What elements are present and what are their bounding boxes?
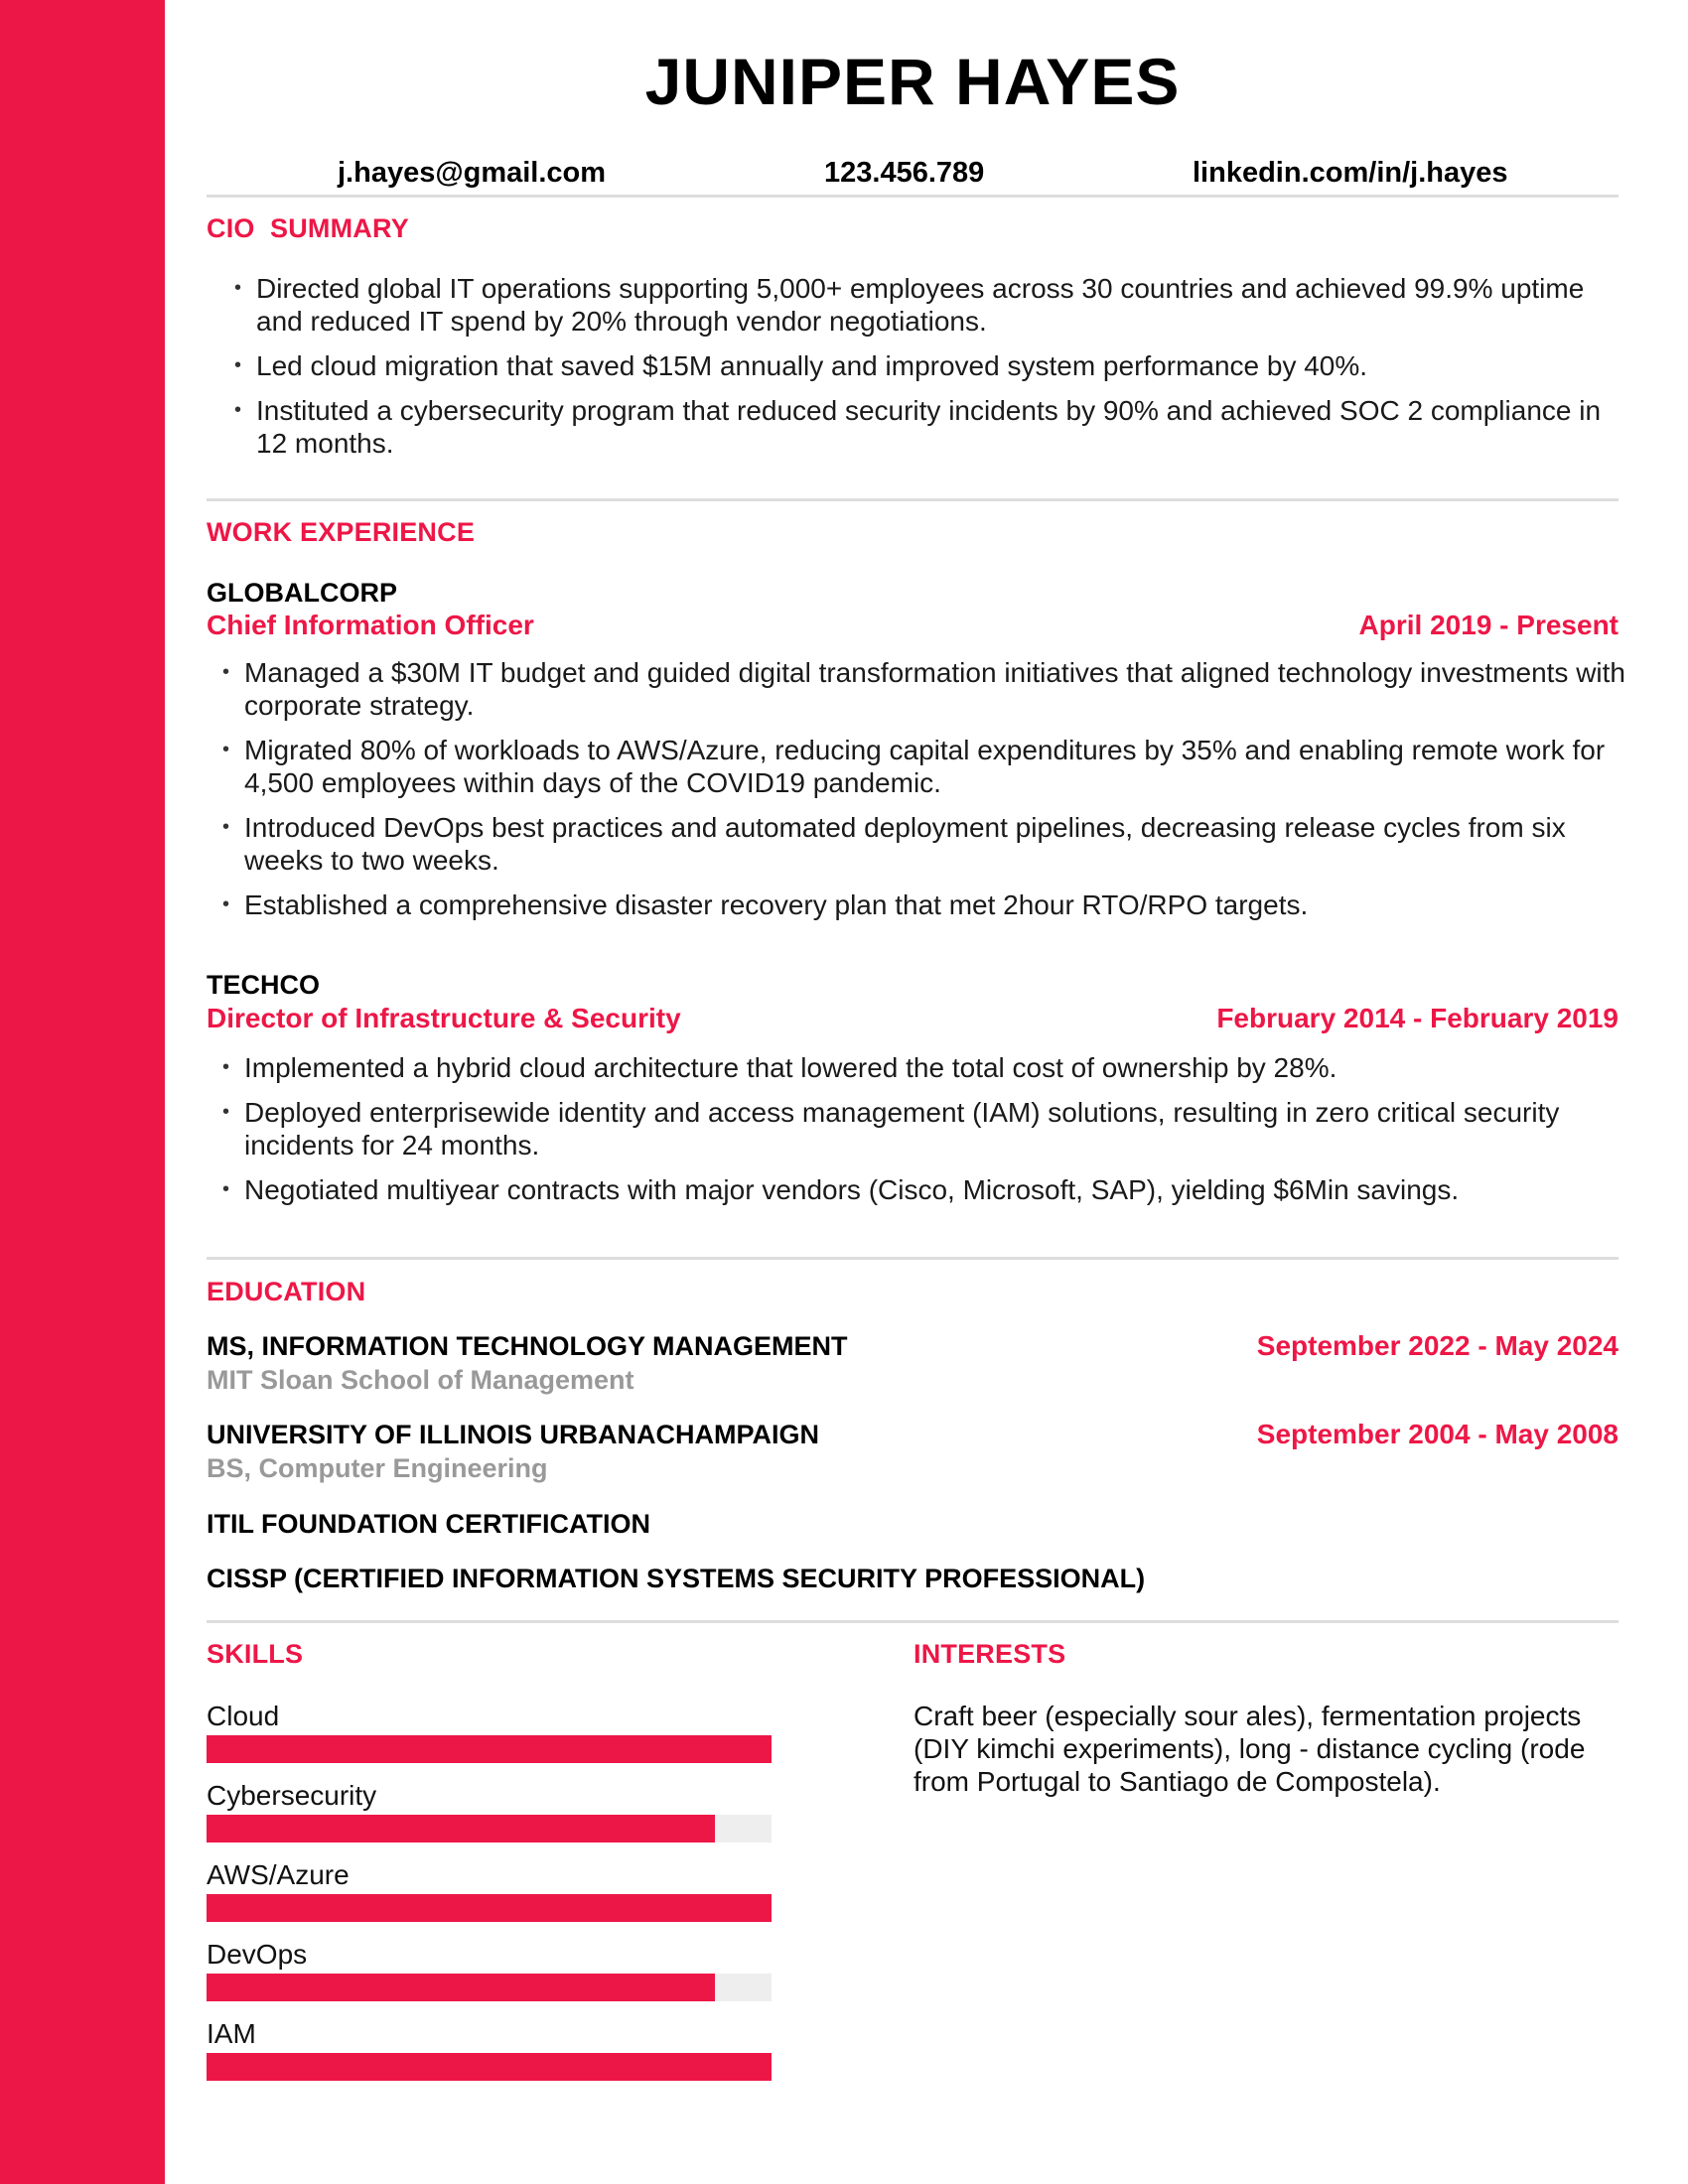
degree-title: UNIVERSITY OF ILLINOIS URBANACHAMPAIGN xyxy=(207,1420,820,1449)
list-item: • Deployed enterprisewide identity and access management (IAM) solutions, resulting in zero critical security incidents for 24 months. xyxy=(244,1096,1626,1161)
certification: CISSP (CERTIFIED INFORMATION SYSTEMS SECURITY PROFESSIONAL) xyxy=(207,1564,1146,1593)
job-bullets xyxy=(244,1051,1626,1218)
certification: ITIL FOUNDATION CERTIFICATION xyxy=(207,1509,650,1539)
skills-list xyxy=(207,1700,773,2097)
skill-bar-track xyxy=(207,1894,772,1922)
divider xyxy=(207,1620,1618,1623)
degree-title: MS, INFORMATION TECHNOLOGY MANAGEMENT xyxy=(207,1331,848,1361)
section-heading-interests: INTERESTS xyxy=(914,1639,1066,1669)
skill-bar-fill xyxy=(207,1815,715,1843)
candidate-name: JUNIPER HAYES xyxy=(644,45,1181,118)
divider xyxy=(207,195,1618,198)
skill-item xyxy=(207,2017,773,2097)
skill-item xyxy=(207,1938,773,2017)
list-item: • Migrated 80% of workloads to AWS/Azure, reducing capital expenditures by 35% and enabling remote work for 4,500 employees within days of the COVID19 pandemic. xyxy=(244,734,1626,799)
summary-bullets xyxy=(256,272,1626,472)
skill-bar-fill xyxy=(207,2053,772,2081)
degree-dates: September 2022 - May 2024 xyxy=(1256,1330,1618,1361)
skill-item xyxy=(207,1858,773,1938)
skill-label: Cloud xyxy=(207,1701,280,1731)
job-dates: April 2019 - Present xyxy=(1358,610,1618,640)
skill-bar-fill xyxy=(207,1735,772,1763)
list-item: • Implemented a hybrid cloud architecture that lowered the total cost of ownership by 28%. xyxy=(244,1051,1626,1084)
section-heading-experience: WORK EXPERIENCE xyxy=(207,517,476,547)
degree-subtitle: BS, Computer Engineering xyxy=(207,1453,548,1483)
divider xyxy=(207,498,1618,501)
list-item: • Negotiated multiyear contracts with major vendors (Cisco, Microsoft, SAP), yielding $6Min savings. xyxy=(244,1173,1626,1206)
section-heading-skills: SKILLS xyxy=(207,1639,304,1669)
skill-item xyxy=(207,1700,773,1779)
degree-dates: September 2004 - May 2008 xyxy=(1256,1419,1618,1449)
accent-sidebar xyxy=(0,0,165,2184)
job-title: Chief Information Officer xyxy=(207,610,534,640)
list-item: • Established a comprehensive disaster recovery plan that met 2hour RTO/RPO targets. xyxy=(244,888,1626,921)
list-item: • Introduced DevOps best practices and automated deployment pipelines, decreasing release cycles from six weeks to two weeks. xyxy=(244,811,1626,877)
job-dates: February 2014 - February 2019 xyxy=(1216,1003,1618,1033)
skill-label: AWS/Azure xyxy=(207,1859,350,1890)
section-heading-summary: CIO SUMMARY xyxy=(207,213,409,243)
list-item: • Led cloud migration that saved $15M annually and improved system performance by 40%. xyxy=(256,349,1626,382)
list-item: • Instituted a cybersecurity program that reduced security incidents by 90% and achieved SOC 2 compliance in 12 months. xyxy=(256,394,1626,460)
company-name: GLOBALCORP xyxy=(207,578,397,608)
degree-institution: MIT Sloan School of Management xyxy=(207,1365,634,1395)
job-bullets xyxy=(244,656,1626,933)
section-heading-education: EDUCATION xyxy=(207,1277,366,1306)
list-item: • Directed global IT operations supporting 5,000+ employees across 30 countries and achieved 99.9% uptime and reduced IT spend by 20% through vendor negotiations. xyxy=(256,272,1626,338)
divider xyxy=(207,1257,1618,1260)
skill-bar-fill xyxy=(207,1894,772,1922)
skill-bar-track xyxy=(207,1735,772,1763)
interests-text: Craft beer (especially sour ales), fermentation projects (DIY kimchi experiments), long - distance cycling (rode from Portugal to Santiago de Compostela). xyxy=(914,1701,1586,1797)
contact-linkedin[interactable]: linkedin.com/in/j.hayes xyxy=(1193,157,1508,189)
list-item: • Managed a $30M IT budget and guided digital transformation initiatives that aligned technology investments with corporate strategy. xyxy=(244,656,1626,722)
skill-label: IAM xyxy=(207,2018,256,2049)
contact-phone[interactable]: 123.456.789 xyxy=(824,157,985,189)
skill-bar-fill xyxy=(207,1974,715,2001)
company-name: TECHCO xyxy=(207,970,320,1000)
skill-bar-track xyxy=(207,1974,772,2001)
skill-label: DevOps xyxy=(207,1939,308,1970)
skill-bar-track xyxy=(207,1815,772,1843)
job-title: Director of Infrastructure & Security xyxy=(207,1003,681,1033)
skill-bar-track xyxy=(207,2053,772,2081)
skill-label: Cybersecurity xyxy=(207,1780,377,1811)
skill-item xyxy=(207,1779,773,1858)
contact-email[interactable]: j.hayes@gmail.com xyxy=(338,157,607,189)
